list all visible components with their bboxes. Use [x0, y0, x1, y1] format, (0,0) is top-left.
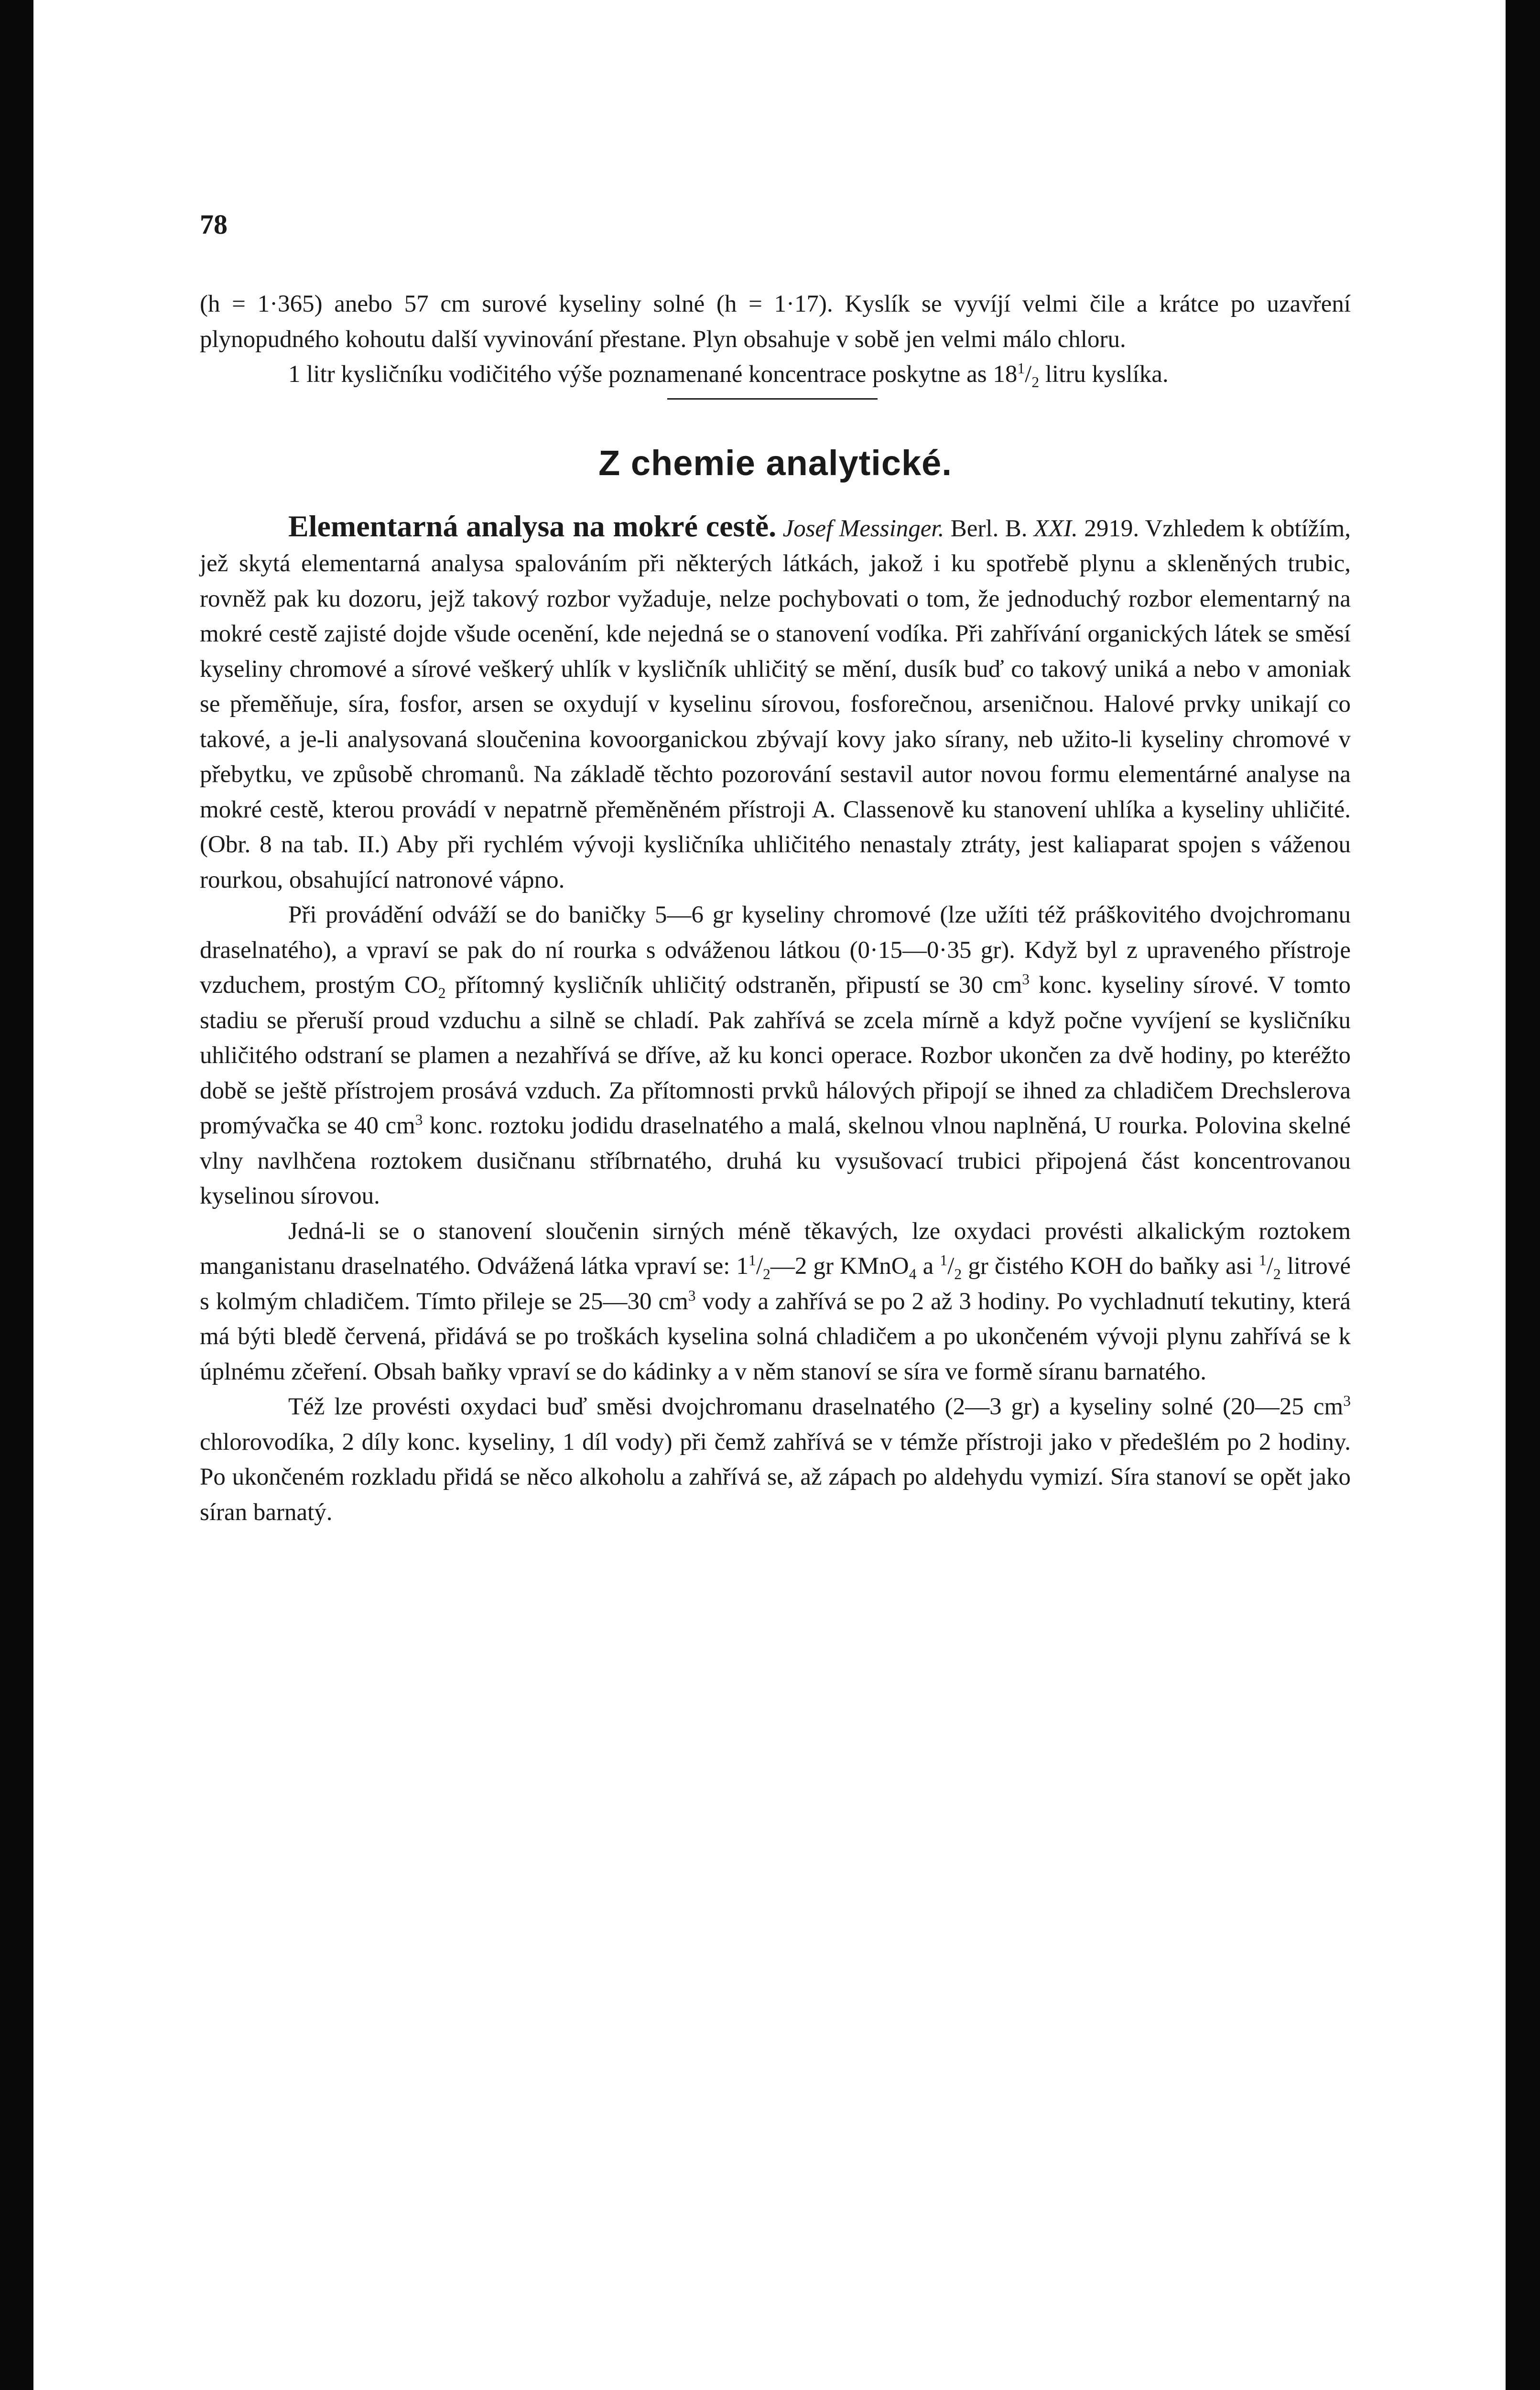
scan-border-left: [0, 0, 33, 2390]
section-heading: Z chemie analytické.: [598, 443, 952, 483]
article-text-1: Vzhledem k obtížím, jež skytá elementarná analysa spalováním při některých látkách, jakož i ku spotřebě plynu a skleněných trubic, rovněž pak ku dozoru, jejž takový rozbor vyžaduje, nelze pochybovati o tom, že jednoduchý rozbor elementarný na mokré cestě zajisté dojde všude ocenění, kde nejedná se o stanovení vodíka. Při zahřívání organických látek se směsí kyseliny chromové a sírové veškerý uhlík v kysličník uhličitý se mění, dusík buď co takový uniká a nebo v amoniak se přeměňuje, síra, fosfor, arsen se oxydují v kyselinu sírovou, fosforečnou, arseničnou. Halové prvky unikají co takové, a je-li analysovaná sloučenina kovoorganickou zbývají kovy jako sírany, neb užito-li kyseliny chromové v přebytku, ve způsobě chromanů. Na základě těchto pozorování sestavil autor novou formu elementárné analyse na mokré cestě, kterou provádí v nepatrně přeměněném přístroji A. Classenově ku stanovení uhlíka a kyseliny uhličité. (Obr. 8 na tab. II.) Aby při rychlém vývoji kysličníka uhličitého nenastaly ztráty, jest kaliaparat spojen s váženou rourkou, obsahující natronové vápno.: [200, 515, 1351, 893]
intro-paragraph: (h = 1·365) anebo 57 cm surové kyseliny solné (h = 1·17). Kyslík se vyvíjí velmi čile a krátce po uzavření plynopudného kohoutu další vyvinování přestane. Plyn obsahuje v sobě jen velmi málo chloru.: [200, 291, 1351, 353]
page-number: 78: [200, 209, 228, 240]
article-title: Elementarná analysa na mokré cestě.: [288, 509, 777, 543]
article-paragraph-2: Při provádění odváží se do baničky 5—6 gr kyseliny chromové (lze užíti též práškovitého dvojchromanu draselnatého), a vpraví se pak do ní rourka s odváženou látkou (0·15—0·35 gr). Když byl z upraveného přístroje vzduchem, prostým $CO_2$ přítomný kysličník uhličitý odstraněn, připustí se 30 $cm^3$ konc. kyseliny sírové. V tomto stadiu se přeruší proud vzduchu a silně se chladí. Pak zahřívá se zcela mírně a když počne vyvíjení se kysličníku uhličitého odstraní se plamen a nezahřívá se dříve, až ku konci operace. Rozbor ukončen za dvě hodiny, po kteréžto době se ještě přístrojem prosává vzduch. Za přítomnosti prvků hálových připojí se ihned za chladičem Drechslerova promývačka se 40 $cm^3$ konc. roztoku jodidu draselnatého a malá, skelnou vlnou naplněná, U rourka. Polovina skelné vlny navlhčena roztokem dusičnanu stříbrnatého, druhá ku vysušovací trubici připojená část koncentrovanou kyselinou sírovou.: [200, 902, 1351, 1209]
journal-prefix: Berl. B.: [950, 515, 1028, 542]
journal-volume: XXI.: [1033, 515, 1078, 542]
article-paragraph-1: [200, 509, 1351, 898]
article-paragraph-4: Též lze provésti oxydaci buď směsi dvojchromanu draselnatého (2—3 gr) a kyseliny solné (20—25 $cm^3$ chlorovodíka, 2 díly konc. kyseliny, 1 díl vody) při čemž zahřívá se v témže přístroji jako v předešlém po 2 hodiny. Po ukončeném rozkladu přidá se něco alkoholu a zahřívá se, až zápach po aldehydu vymizí. Síra stanoví se opět jako síran barnatý.: [200, 1392, 1351, 1526]
journal-page: 2919.: [1084, 515, 1139, 542]
section-divider: [667, 398, 878, 400]
intro-paragraph-litr: 1 litr kysličníku vodičitého výše poznamenané koncentrace poskytne as $18^1/_2$ litru kyslíka.: [288, 360, 1169, 391]
article-paragraph-3: Jedná-li se o stanovení sloučenin sirných méně těkavých, lze oxydaci provésti alkalickým roztokem manganistanu draselnatého. Odvážená látka vpraví se: $1^1/_2—2$ gr KMnO$_4$ a $^1/_2$ gr čistého KOH do baňky asi $^1/_2$ litrové s kolmým chladičem. Tímto přileje se 25—30 $cm^3$ vody a zahřívá se po 2 až 3 hodiny. Po vychladnutí tekutiny, která má býti bledě červená, přidává se po troškách kyselina solná chladičem a po ukončeném vývoji plynu zahřívá se k úplnému zčeření. Obsah baňky vpraví se do kádinky a v něm stanoví se síra ve formě síranu barnatého.: [200, 1217, 1351, 1385]
scan-border-right: [1506, 0, 1540, 2390]
page-content: [200, 287, 1351, 1530]
article-author: Josef Messinger.: [782, 515, 944, 542]
